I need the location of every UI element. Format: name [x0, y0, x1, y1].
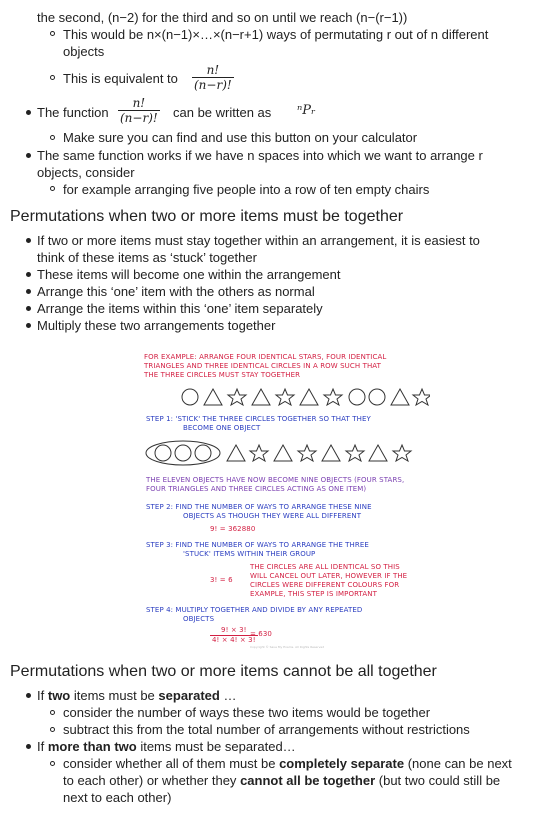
together-bullet-1: If two or more items must stay together within an arrangement, it is easiest to: [37, 233, 480, 248]
sub-bullet: [50, 761, 55, 766]
bullet: [26, 323, 31, 328]
eleven-objects-text: [146, 476, 404, 494]
circle-shape: [182, 389, 198, 405]
triangle-shape: [252, 389, 270, 405]
copyright-text: Copyright © Save My Exams. All Rights Reserved: [250, 645, 325, 649]
star-shape: [298, 445, 316, 461]
step4-line: STEP 4: MULTIPLY TOGETHER AND DIVIDE BY ANY REPEATED: [146, 606, 363, 614]
step4-text: [146, 606, 362, 624]
sub-bullet: [50, 31, 55, 36]
step2-text: [146, 503, 372, 521]
bullet: [26, 238, 31, 243]
step3-equation: 3! = 6: [210, 576, 233, 584]
sub-text-ways: This would be n×(n−1)×…×(n−r+1) ways of permutating r out of n different: [63, 27, 489, 42]
star-shape: [250, 445, 268, 461]
consider-together: consider the number of ways these two items would be together: [63, 705, 431, 720]
together-bullet-3: Arrange this ‘one’ item with the others as normal: [37, 284, 315, 299]
step3-text: [146, 541, 369, 559]
together-bullet-5: Multiply these two arrangements together: [37, 318, 276, 333]
shapes-row-original: [140, 386, 430, 410]
step2-equation: 9! = 362880: [210, 525, 256, 533]
triangle-shape: [369, 445, 387, 461]
text-part: If: [37, 739, 45, 754]
step3-note: [250, 563, 407, 599]
shapes-row-stuck: [140, 440, 430, 468]
step1-line: STEP 1: 'STICK' THE THREE CIRCLES TOGETHER SO THAT THEY: [146, 415, 371, 423]
bullet: [26, 153, 31, 158]
triangle-shape: [391, 389, 409, 405]
text-part: items must be separated…: [140, 739, 296, 754]
same-function-text: The same function works if we have n spaces into which we want to arrange r: [37, 148, 483, 163]
step2-line: OBJECTS AS THOUGH THEY WERE ALL DIFFERENT: [183, 512, 362, 520]
sub-bullet: [50, 75, 55, 80]
sub-text-ways-cont: objects: [63, 44, 105, 59]
sub-bullet: [50, 727, 55, 732]
fraction-denominator: (n−r)!: [120, 111, 158, 125]
bold-completely-separate: completely separate: [279, 756, 405, 771]
star-shape: [324, 389, 342, 405]
sub-bullet: [50, 135, 55, 140]
text-part: (none can be next: [407, 756, 512, 771]
sub-bullet: [50, 186, 55, 191]
completely-separate-line1: [63, 755, 512, 772]
circle-shape: [349, 389, 365, 405]
continuation-line: the second, (n−2) for the third and so on until we reach (n−(r−1)): [37, 10, 408, 25]
bullet: [26, 744, 31, 749]
bullet: [26, 693, 31, 698]
subtract-total: subtract this from the total number of arrangements without restrictions: [63, 722, 470, 737]
star-shape: [276, 389, 294, 405]
npr-notation: ⁿPᵣ: [297, 103, 316, 118]
sub-bullet: [50, 710, 55, 715]
star-shape: [393, 445, 411, 461]
text-part: (but two could still be: [378, 773, 501, 788]
text-part: …: [223, 688, 237, 703]
circle-shape: [155, 445, 171, 461]
same-function-text-cont: objects, consider: [37, 165, 135, 180]
step2-line: STEP 2: FIND THE NUMBER OF WAYS TO ARRANGE THESE NINE: [146, 503, 372, 511]
bold-cannot-all-together: cannot all be together: [240, 773, 376, 788]
eleven-line: THE ELEVEN OBJECTS HAVE NOW BECOME NINE OBJECTS (FOUR STARS,: [146, 476, 405, 484]
bold-two: two: [47, 688, 71, 703]
bullet: [26, 110, 31, 115]
sub-text-equivalent: This is equivalent to: [63, 71, 178, 86]
bullet: [26, 289, 31, 294]
step3-note-line: EXAMPLE, THIS STEP IS IMPORTANT: [250, 590, 377, 598]
step3-note-line: CIRCLES WERE DIFFERENT COLOURS FOR: [250, 581, 400, 589]
section-heading-not-together: Permutations when two or more items cannot be all together: [10, 663, 437, 680]
eleven-line: FOUR TRIANGLES AND THREE CIRCLES ACTING AS ONE ITEM): [146, 485, 367, 493]
together-bullet-4: Arrange the items within this ‘one’ item separately: [37, 301, 323, 316]
triangle-shape: [322, 445, 340, 461]
triangle-shape: [274, 445, 292, 461]
bold-separated: separated: [158, 688, 220, 703]
step1-text: [146, 415, 371, 433]
fraction-function: [118, 96, 160, 125]
step4-denominator: 4! × 4! × 3!: [212, 636, 256, 644]
two-items-separated: [37, 687, 236, 704]
example-line: THE THREE CIRCLES MUST STAY TOGETHER: [144, 371, 301, 379]
fraction-numerator: n!: [192, 63, 234, 78]
circle-shape: [369, 389, 385, 405]
completely-separate-line2: [63, 772, 500, 789]
worked-example-figure: [140, 350, 430, 655]
function-label-post: can be written as: [173, 105, 272, 120]
together-bullet-2: These items will become one within the arrangement: [37, 267, 341, 282]
section-heading-together: Permutations when two or more items must be together: [10, 208, 404, 225]
step4-numerator: 9! × 3!: [210, 626, 258, 636]
triangle-shape: [227, 445, 245, 461]
bullet: [26, 306, 31, 311]
text-part: to each other) or whether they: [63, 773, 237, 788]
star-shape: [413, 389, 430, 405]
completely-separate-line3: next to each other): [63, 790, 172, 805]
star-shape: [346, 445, 364, 461]
step4-line: OBJECTS: [183, 615, 215, 623]
circle-shape: [195, 445, 211, 461]
bullet: [26, 272, 31, 277]
text-part: consider whether all of them must be: [63, 756, 276, 771]
step1-line: BECOME ONE OBJECT: [183, 424, 261, 432]
text-part: If: [37, 688, 45, 703]
step3-note-line: WILL CANCEL OUT LATER, HOWEVER IF THE: [250, 572, 408, 580]
star-shape: [228, 389, 246, 405]
text-part: items must be: [73, 688, 155, 703]
more-than-two-separated: [37, 738, 296, 755]
example-text: [144, 353, 386, 380]
fraction-numerator: n!: [118, 96, 160, 111]
example-line: TRIANGLES AND THREE IDENTICAL CIRCLES IN A ROW SUCH THAT: [144, 362, 382, 370]
step3-line: STEP 3: FIND THE NUMBER OF WAYS TO ARRANGE THE THREE: [146, 541, 369, 549]
step3-note-line: THE CIRCLES ARE ALL IDENTICAL SO THIS: [250, 563, 400, 571]
fraction-n-factorial: [192, 63, 234, 92]
together-bullet-1-cont: think of these items as ‘stuck’ together: [37, 250, 257, 265]
circle-shape: [175, 445, 191, 461]
triangle-shape: [204, 389, 222, 405]
triangle-shape: [300, 389, 318, 405]
bold-more-than-two: more than two: [47, 739, 137, 754]
example-line: FOR EXAMPLE: ARRANGE FOUR IDENTICAL STARS, FOUR IDENTICAL: [144, 353, 387, 361]
chairs-example: for example arranging five people into a row of ten empty chairs: [63, 182, 430, 197]
fraction-denominator: (n−r)!: [194, 78, 232, 92]
step3-line: 'STUCK' ITEMS WITHIN THEIR GROUP: [183, 550, 316, 558]
calculator-note: Make sure you can find and use this button on your calculator: [63, 130, 418, 145]
step4-result: = 630: [250, 630, 272, 638]
function-label: The function: [37, 105, 109, 120]
